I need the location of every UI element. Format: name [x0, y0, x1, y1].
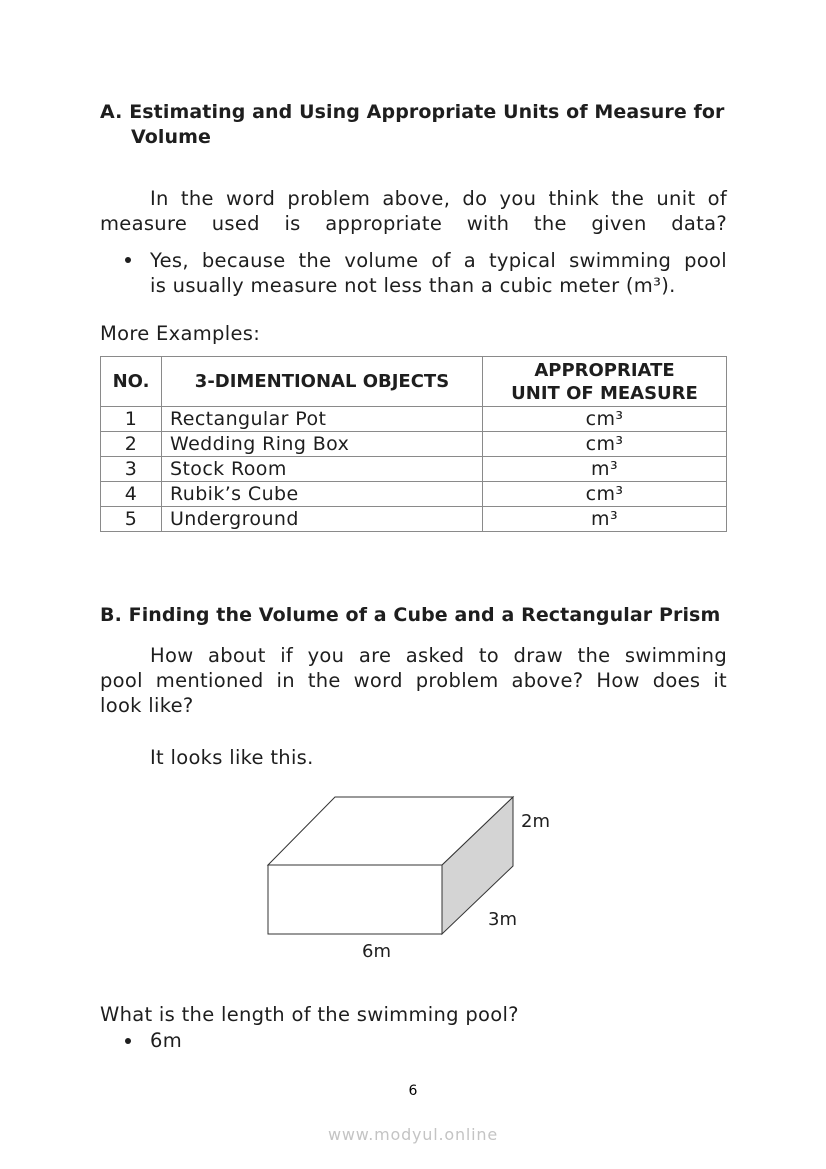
row-no: 2 [101, 432, 162, 457]
row-unit: cm³ [483, 432, 727, 457]
row-unit: m³ [483, 457, 727, 482]
answer-text: 6m [150, 1029, 183, 1052]
section-b-paragraph-line3: look like? [100, 694, 194, 717]
section-b-paragraph-line2: pool mentioned in the word problem above? How does it [100, 669, 727, 692]
row-object: Wedding Ring Box [162, 432, 483, 457]
section-a-heading-line1: A. Estimating and Using Appropriate Units of Measure for [100, 101, 725, 123]
section-a-paragraph-line1: In the word problem above, do you think the unit of [150, 187, 727, 210]
row-no: 3 [101, 457, 162, 482]
question-text: What is the length of the swimming pool? [100, 1003, 519, 1026]
section-b-paragraph-line1: How about if you are asked to draw the swimming [150, 644, 727, 667]
row-no: 1 [101, 407, 162, 432]
row-object: Rubik’s Cube [162, 482, 483, 507]
page-number: 6 [408, 1083, 418, 1099]
answer-bullet-dot [125, 1038, 131, 1044]
header-no: NO. [101, 357, 162, 407]
length-label: 6m [362, 941, 391, 962]
looks-like-text: It looks like this. [150, 746, 314, 769]
section-a-paragraph-line2: measure used is appropriate with the given data? [100, 212, 727, 235]
section-a-heading-line2: Volume [131, 126, 212, 148]
row-object: Stock Room [162, 457, 483, 482]
prism-front-face [268, 865, 442, 934]
row-no: 4 [101, 482, 162, 507]
height-label: 2m [521, 811, 550, 832]
header-objects: 3-DIMENTIONAL OBJECTS [162, 357, 483, 407]
row-object: Rectangular Pot [162, 407, 483, 432]
section-b-heading: B. Finding the Volume of a Cube and a Rectangular Prism [100, 604, 721, 626]
row-no: 5 [101, 507, 162, 532]
row-object: Underground [162, 507, 483, 532]
bullet-text-line1: Yes, because the volume of a typical swimming pool [150, 249, 727, 272]
header-unit-line2: UNIT OF MEASURE [511, 382, 698, 404]
row-unit: cm³ [483, 482, 727, 507]
row-unit: m³ [483, 507, 727, 532]
more-examples-label: More Examples: [100, 322, 261, 345]
width-label: 3m [488, 909, 517, 930]
header-unit-line1: APPROPRIATE [534, 359, 675, 381]
row-unit: cm³ [483, 407, 727, 432]
watermark: www.modyul.online [328, 1125, 498, 1144]
bullet-text-line2: is usually measure not less than a cubic meter (m³). [150, 274, 676, 297]
